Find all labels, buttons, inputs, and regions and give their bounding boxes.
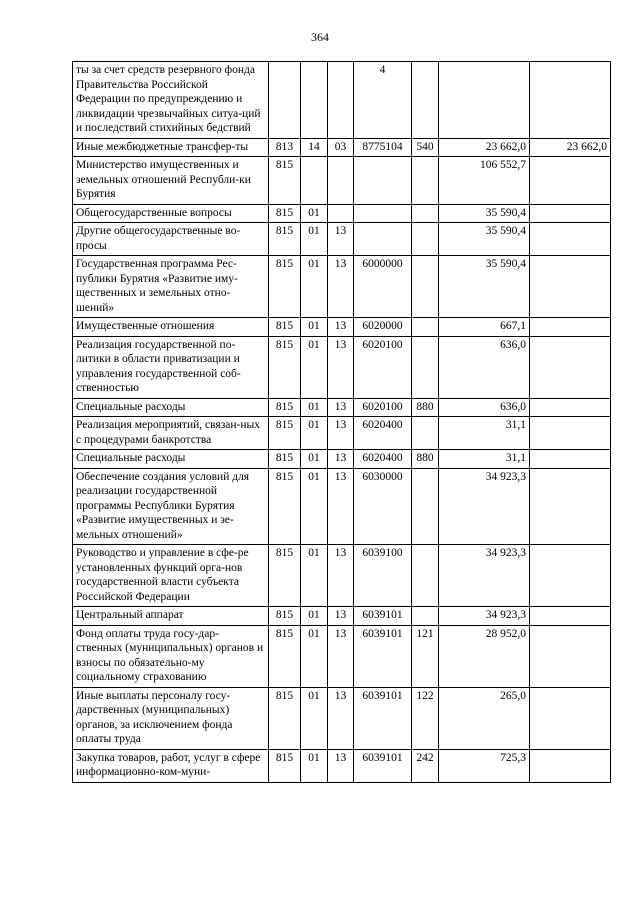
- expense-type-cell: 122: [412, 687, 439, 749]
- amount-2-cell: [530, 204, 611, 223]
- table-row: [73, 256, 611, 318]
- amount-cell: 725,3: [439, 749, 530, 782]
- target-code-cell: 6020400: [354, 450, 412, 469]
- table-row: [73, 545, 611, 607]
- target-code-cell: [354, 223, 412, 256]
- expense-type-cell: [412, 318, 439, 337]
- expense-type-cell: [412, 607, 439, 626]
- expense-type-cell: [412, 223, 439, 256]
- amount-cell: 31,1: [439, 417, 530, 450]
- target-code-cell: 6039100: [354, 545, 412, 607]
- table-row: [73, 157, 611, 205]
- subsection-code-cell: 13: [328, 336, 354, 398]
- table-row: [73, 398, 611, 417]
- ministry-code-cell: 813: [269, 138, 301, 157]
- amount-2-cell: [530, 398, 611, 417]
- row-name-cell: Иные межбюджетные трансфер-ты: [73, 138, 269, 157]
- amount-2-cell: [530, 256, 611, 318]
- section-code-cell: [301, 62, 328, 139]
- amount-cell: 23 662,0: [439, 138, 530, 157]
- row-name-cell: Имущественные отношения: [73, 318, 269, 337]
- ministry-code-cell: 815: [269, 468, 301, 545]
- target-code-cell: 6020000: [354, 318, 412, 337]
- row-name-cell: Центральный аппарат: [73, 607, 269, 626]
- amount-2-cell: [530, 223, 611, 256]
- section-code-cell: 01: [301, 223, 328, 256]
- amount-cell: 636,0: [439, 398, 530, 417]
- row-name-cell: Иные выплаты персоналу госу-дарственных (муниципальных) органов, за исключением фонда оплаты труда: [73, 687, 269, 749]
- amount-cell: [439, 62, 530, 139]
- table-row: [73, 204, 611, 223]
- amount-2-cell: [530, 336, 611, 398]
- amount-cell: 35 590,4: [439, 223, 530, 256]
- amount-2-cell: [530, 450, 611, 469]
- table-row: [73, 318, 611, 337]
- amount-cell: 31,1: [439, 450, 530, 469]
- row-name-cell: ты за счет средств резервного фонда Правительства Российской Федерации по предупреждению и ликвидации чрезвычайных ситуа-ций и последствий стихийных бедствий: [73, 62, 269, 139]
- subsection-code-cell: 13: [328, 607, 354, 626]
- section-code-cell: 01: [301, 318, 328, 337]
- expense-type-cell: [412, 468, 439, 545]
- amount-cell: 667,1: [439, 318, 530, 337]
- expense-type-cell: 880: [412, 398, 439, 417]
- page-number: 364: [311, 30, 329, 44]
- subsection-code-cell: [328, 204, 354, 223]
- row-name-cell: Руководство и управление в сфе-ре установленных функций орга-нов государственной власти субъекта Российской Федерации: [73, 545, 269, 607]
- expense-type-cell: [412, 62, 439, 139]
- amount-2-cell: [530, 417, 611, 450]
- expense-type-cell: 540: [412, 138, 439, 157]
- amount-2-cell: [530, 607, 611, 626]
- table-row: [73, 687, 611, 749]
- target-code-cell: 6000000: [354, 256, 412, 318]
- amount-cell: 265,0: [439, 687, 530, 749]
- table-row: [73, 417, 611, 450]
- ministry-code-cell: 815: [269, 450, 301, 469]
- row-name-cell: Специальные расходы: [73, 398, 269, 417]
- expense-type-cell: 242: [412, 749, 439, 782]
- section-code-cell: 01: [301, 417, 328, 450]
- amount-cell: 28 952,0: [439, 625, 530, 687]
- ministry-code-cell: 815: [269, 625, 301, 687]
- amount-2-cell: [530, 157, 611, 205]
- expense-type-cell: [412, 157, 439, 205]
- ministry-code-cell: 815: [269, 336, 301, 398]
- row-name-cell: Реализация государственной по-литики в области приватизации и управления государственной соб-ственностью: [73, 336, 269, 398]
- table-row: [73, 223, 611, 256]
- amount-cell: 34 923,3: [439, 607, 530, 626]
- ministry-code-cell: 815: [269, 223, 301, 256]
- amount-2-cell: [530, 62, 611, 139]
- section-code-cell: 01: [301, 468, 328, 545]
- ministry-code-cell: 815: [269, 318, 301, 337]
- subsection-code-cell: 13: [328, 398, 354, 417]
- expense-type-cell: 880: [412, 450, 439, 469]
- table-row: [73, 749, 611, 782]
- ministry-code-cell: 815: [269, 398, 301, 417]
- amount-cell: 34 923,3: [439, 468, 530, 545]
- amount-2-cell: [530, 749, 611, 782]
- amount-cell: 34 923,3: [439, 545, 530, 607]
- expense-type-cell: [412, 417, 439, 450]
- target-code-cell: 4: [354, 62, 412, 139]
- target-code-cell: 6020100: [354, 336, 412, 398]
- table-row: [73, 625, 611, 687]
- table-row: [73, 138, 611, 157]
- subsection-code-cell: 13: [328, 468, 354, 545]
- expense-type-cell: 121: [412, 625, 439, 687]
- target-code-cell: 6020100: [354, 398, 412, 417]
- section-code-cell: 01: [301, 398, 328, 417]
- expense-type-cell: [412, 256, 439, 318]
- row-name-cell: Общегосударственные вопросы: [73, 204, 269, 223]
- table-row: [73, 468, 611, 545]
- section-code-cell: 01: [301, 749, 328, 782]
- amount-cell: 636,0: [439, 336, 530, 398]
- subsection-code-cell: [328, 157, 354, 205]
- table-row: [73, 336, 611, 398]
- section-code-cell: [301, 157, 328, 205]
- row-name-cell: Специальные расходы: [73, 450, 269, 469]
- row-name-cell: Обеспечение создания условий для реализации государственной программы Республики Бурятия «Развитие имущественных и зе-мельных отношений»: [73, 468, 269, 545]
- amount-2-cell: [530, 687, 611, 749]
- budget-table: [72, 61, 611, 783]
- expense-type-cell: [412, 545, 439, 607]
- amount-2-cell: [530, 545, 611, 607]
- row-name-cell: Министерство имущественных и земельных отношений Республи-ки Бурятия: [73, 157, 269, 205]
- amount-cell: 106 552,7: [439, 157, 530, 205]
- section-code-cell: 01: [301, 336, 328, 398]
- subsection-code-cell: 13: [328, 450, 354, 469]
- amount-cell: 35 590,4: [439, 256, 530, 318]
- target-code-cell: 6030000: [354, 468, 412, 545]
- subsection-code-cell: [328, 62, 354, 139]
- ministry-code-cell: 815: [269, 607, 301, 626]
- target-code-cell: [354, 204, 412, 223]
- section-code-cell: 01: [301, 625, 328, 687]
- subsection-code-cell: 13: [328, 625, 354, 687]
- subsection-code-cell: 13: [328, 545, 354, 607]
- ministry-code-cell: [269, 62, 301, 139]
- expense-type-cell: [412, 204, 439, 223]
- row-name-cell: Другие общегосударственные во-просы: [73, 223, 269, 256]
- target-code-cell: 6039101: [354, 687, 412, 749]
- table-body: [73, 62, 611, 783]
- amount-2-cell: [530, 468, 611, 545]
- ministry-code-cell: 815: [269, 157, 301, 205]
- section-code-cell: 01: [301, 687, 328, 749]
- section-code-cell: 01: [301, 607, 328, 626]
- target-code-cell: [354, 157, 412, 205]
- subsection-code-cell: 13: [328, 256, 354, 318]
- ministry-code-cell: 815: [269, 204, 301, 223]
- section-code-cell: 01: [301, 450, 328, 469]
- amount-cell: 35 590,4: [439, 204, 530, 223]
- ministry-code-cell: 815: [269, 545, 301, 607]
- subsection-code-cell: 13: [328, 318, 354, 337]
- target-code-cell: 8775104: [354, 138, 412, 157]
- ministry-code-cell: 815: [269, 687, 301, 749]
- ministry-code-cell: 815: [269, 417, 301, 450]
- section-code-cell: 01: [301, 545, 328, 607]
- section-code-cell: 01: [301, 204, 328, 223]
- subsection-code-cell: 13: [328, 749, 354, 782]
- target-code-cell: 6039101: [354, 625, 412, 687]
- target-code-cell: 6039101: [354, 607, 412, 626]
- ministry-code-cell: 815: [269, 256, 301, 318]
- table-row: [73, 450, 611, 469]
- section-code-cell: 01: [301, 256, 328, 318]
- row-name-cell: Закупка товаров, работ, услуг в сфере информационно-ком-муни-: [73, 749, 269, 782]
- table-row: [73, 62, 611, 139]
- expense-type-cell: [412, 336, 439, 398]
- table-row: [73, 607, 611, 626]
- amount-2-cell: 23 662,0: [530, 138, 611, 157]
- amount-2-cell: [530, 625, 611, 687]
- subsection-code-cell: 13: [328, 223, 354, 256]
- row-name-cell: Фонд оплаты труда госу-дар-ственных (муниципальных) органов и взносы по обязательно-му социальному страхованию: [73, 625, 269, 687]
- subsection-code-cell: 13: [328, 687, 354, 749]
- subsection-code-cell: 03: [328, 138, 354, 157]
- target-code-cell: 6039101: [354, 749, 412, 782]
- target-code-cell: 6020400: [354, 417, 412, 450]
- subsection-code-cell: 13: [328, 417, 354, 450]
- section-code-cell: 14: [301, 138, 328, 157]
- amount-2-cell: [530, 318, 611, 337]
- ministry-code-cell: 815: [269, 749, 301, 782]
- row-name-cell: Государственная программа Рес-публики Бурятия «Развитие иму-щественных и земельных отно-шений»: [73, 256, 269, 318]
- row-name-cell: Реализация мероприятий, связан-ных с процедурами банкротства: [73, 417, 269, 450]
